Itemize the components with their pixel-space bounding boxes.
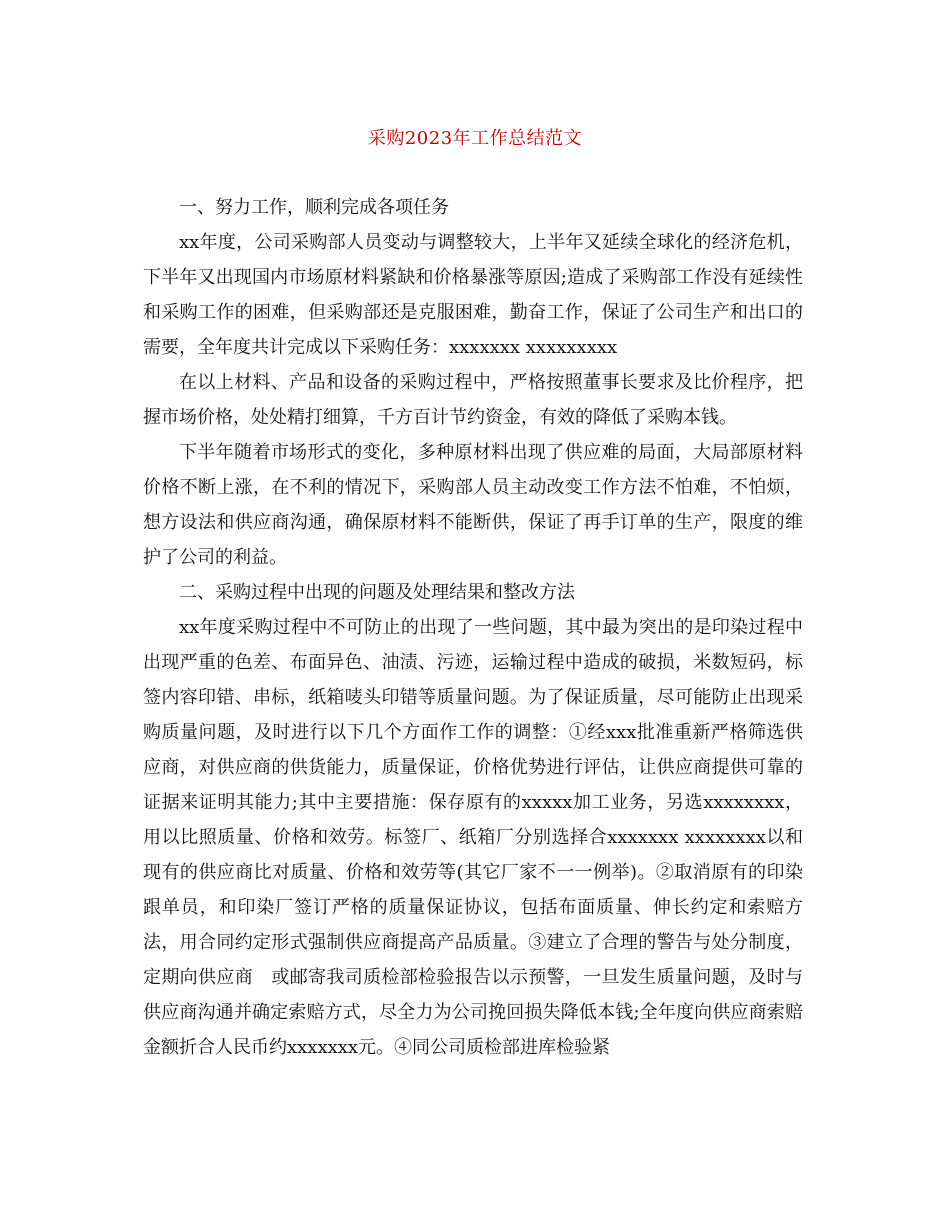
section-heading-2: 二、采购过程中出现的问题及处理结果和整改方法: [179, 582, 575, 603]
paragraph-2: 在以上材料、产品和设备的采购过程中，严格按照董事长要求及比价程序，把握市场价格，处处精打细算，千方百计节约资金，有效的降低了采购本钱。: [143, 372, 803, 428]
paragraph-4: xx年度采购过程中不可防止的出现了一些问题，其中最为突出的是印染过程中出现严重的色差、布面异色、油渍、污迹，运输过程中造成的破损，米数短码，标签内容印错、串标，纸箱唛头印错等质量问题。为了保证质量，尽可能防止出现采购质量问题，及时进行以下几个方面作工作的调整：①经xxx批准重新严格筛选供应商，对供应商的供货能力，质量保证，价格优势进行评估，让供应商提供可靠的证据来证明其能力;其中主要措施：保存原有的xxxxx加工业务，另选xxxxxxxx，用以比照质量、价格和效劳。标签厂、纸箱厂分别选择合xxxxxxx xxxxxxxx以和现有的供应商比对质量、价格和效劳等(其它厂家不一一例举)。②取消原有的印染跟单员，和印染厂签订严格的质量保证协议，包括布面质量、伸长约定和索赔方法，用合同约定形式强制供应商提高产品质量。③建立了合理的警告与处分制度，定期向供应商 或邮寄我司质检部检验报告以示预警，一旦发生质量问题，及时与供应商沟通并确定索赔方式，尽全力为公司挽回损失降低本钱;全年度向供应商索赔金额折合人民币约xxxxxxx元。④同公司质检部进库检验紧: [143, 617, 803, 1058]
paragraph-1: xx年度，公司采购部人员变动与调整较大，上半年又延续全球化的经济危机，下半年又出现国内市场原材料紧缺和价格暴涨等原因;造成了采购部工作没有延续性和采购工作的困难，但采购部还是克服困难，勤奋工作，保证了公司生产和出口的需要，全年度共计完成以下采购任务：xxxxxxx xxxxxxxxx: [143, 232, 803, 358]
section-heading-1: 一、努力工作，顺利完成各项任务: [179, 197, 449, 218]
paragraph-3: 下半年随着市场形式的变化，多种原材料出现了供应难的局面，大局部原材料价格不断上涨，在不利的情况下，采购部人员主动改变工作方法不怕难，不怕烦，想方设法和供应商沟通，确保原材料不能断供，保证了再手订单的生产，限度的维护了公司的利益。: [143, 442, 803, 568]
document-title: 采购2023年工作总结范文: [367, 128, 583, 149]
document-body: [143, 190, 803, 1065]
